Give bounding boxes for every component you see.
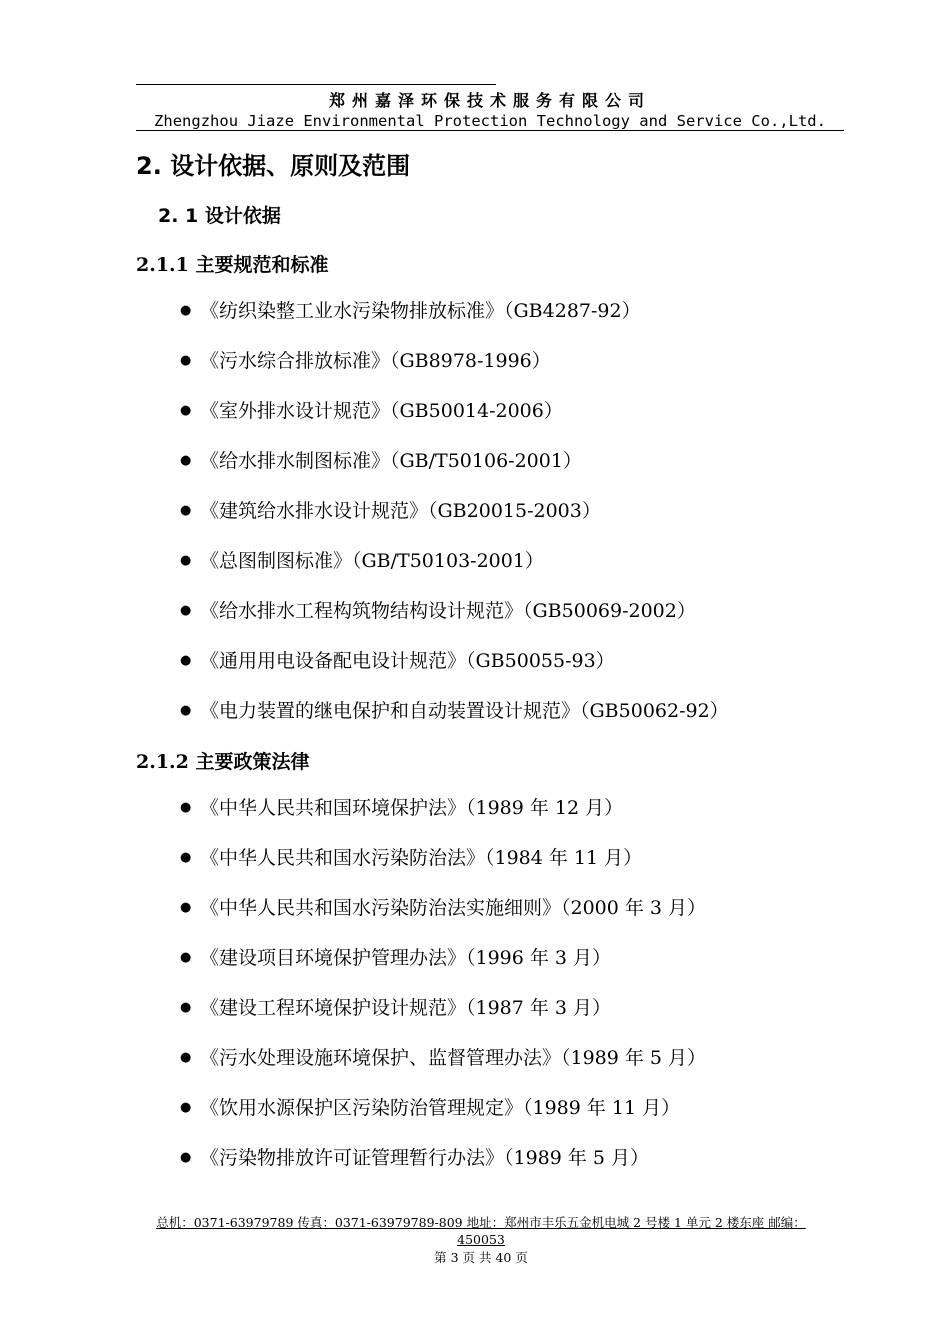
list-item	[180, 698, 729, 748]
bullet-icon: ●	[180, 850, 192, 865]
bullet-icon: ●	[180, 303, 192, 318]
company-name-en: Zhengzhou Jiaze Environmental Protection Technology and Service Co.,Ltd.	[154, 112, 826, 130]
bullet-icon: ●	[180, 900, 192, 915]
bullet-icon: ●	[180, 703, 192, 718]
list-item-text: 《污染物排放许可证管理暂行办法》（1989 年 5 月）	[200, 1147, 650, 1169]
list-item-text: 《通用用电设备配电设计规范》（GB50055-93）	[200, 650, 615, 672]
list-item-text: 《建筑给水排水设计规范》（GB20015-2003）	[200, 500, 601, 522]
laws-list	[180, 795, 706, 1195]
bullet-icon: ●	[180, 653, 192, 668]
list-item-text: 《建设项目环境保护管理办法》（1996 年 3 月）	[200, 947, 612, 969]
list-item	[180, 548, 729, 598]
section-title: 2. 设计依据、原则及范围	[136, 152, 411, 180]
standards-list	[180, 298, 729, 748]
list-item	[180, 648, 729, 698]
list-item-text: 《中华人民共和国水污染防治法》（1984 年 11 月）	[200, 847, 643, 869]
list-item-text: 《中华人民共和国环境保护法》（1989 年 12 月）	[200, 797, 624, 819]
list-item-text: 《总图制图标准》（GB/T50103-2001）	[200, 550, 544, 572]
list-item	[180, 945, 706, 995]
bullet-icon: ●	[180, 603, 192, 618]
bullet-icon: ●	[180, 1150, 192, 1165]
list-item	[180, 448, 729, 498]
list-item-text: 《纺织染整工业水污染物排放标准》（GB4287-92）	[200, 300, 641, 322]
list-item	[180, 795, 706, 845]
page-number: 第 3 页 共 40 页	[434, 1250, 528, 1265]
list-item-text: 《建设工程环境保护设计规范》（1987 年 3 月）	[200, 997, 612, 1019]
list-item	[180, 1095, 706, 1145]
list-item-text: 《污水综合排放标准》（GB8978-1996）	[200, 350, 551, 372]
list-item	[180, 1045, 706, 1095]
footer-contact: 总机：0371-63979789 传真：0371-63979789-809 地址：郑州市丰乐五金机电城 2 号楼 1 单元 2 楼东座 邮编：450053	[156, 1215, 806, 1247]
list-item	[180, 348, 729, 398]
list-item	[180, 845, 706, 895]
list-item	[180, 498, 729, 548]
list-item	[180, 895, 706, 945]
list-item-text: 《污水处理设施环境保护、监督管理办法》（1989 年 5 月）	[200, 1047, 707, 1069]
subsection-title: 2. 1 设计依据	[158, 205, 281, 227]
bullet-icon: ●	[180, 1000, 192, 1015]
laws-heading: 2.1.2 主要政策法律	[136, 751, 310, 773]
list-item	[180, 298, 729, 348]
list-item-text: 《中华人民共和国水污染防治法实施细则》（2000 年 3 月）	[200, 897, 707, 919]
bullet-icon: ●	[180, 1100, 192, 1115]
header-rule-bottom	[136, 130, 844, 131]
list-item	[180, 995, 706, 1045]
bullet-icon: ●	[180, 800, 192, 815]
bullet-icon: ●	[180, 950, 192, 965]
list-item	[180, 598, 729, 648]
standards-heading: 2.1.1 主要规范和标准	[136, 254, 329, 276]
bullet-icon: ●	[180, 403, 192, 418]
bullet-icon: ●	[180, 503, 192, 518]
list-item	[180, 398, 729, 448]
company-name-cn: 郑州嘉泽环保技术服务有限公司	[328, 91, 651, 110]
list-item-text: 《给水排水工程构筑物结构设计规范》（GB50069-2002）	[200, 600, 696, 622]
list-item-text: 《电力装置的继电保护和自动装置设计规范》（GB50062-92）	[200, 700, 729, 722]
bullet-icon: ●	[180, 553, 192, 568]
list-item	[180, 1145, 706, 1195]
header-rule-top	[136, 84, 496, 85]
list-item-text: 《饮用水源保护区污染防治管理规定》（1989 年 11 月）	[200, 1097, 681, 1119]
bullet-icon: ●	[180, 1050, 192, 1065]
list-item-text: 《给水排水制图标准》（GB/T50106-2001）	[200, 450, 582, 472]
bullet-icon: ●	[180, 353, 192, 368]
list-item-text: 《室外排水设计规范》（GB50014-2006）	[200, 400, 563, 422]
bullet-icon: ●	[180, 453, 192, 468]
